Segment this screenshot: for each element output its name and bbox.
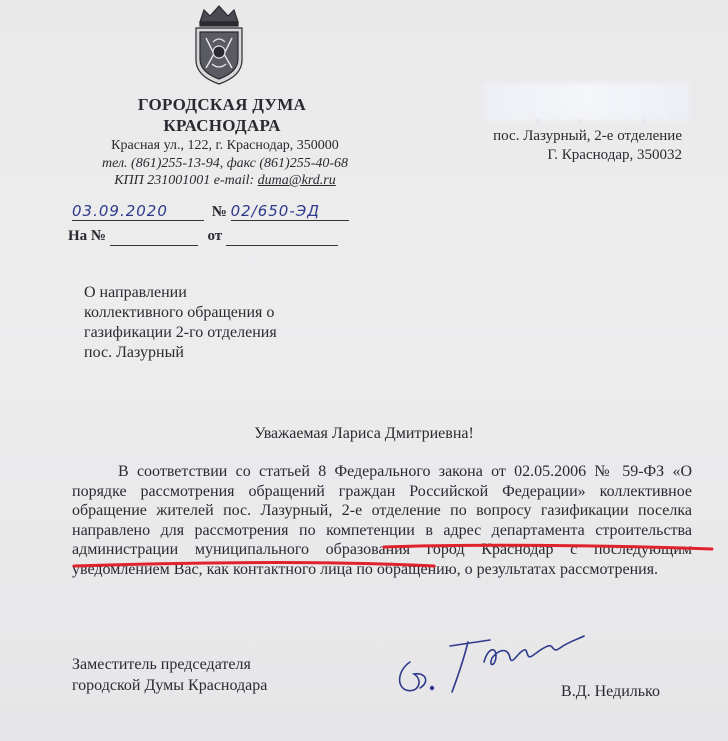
signatory-name: В.Д. Недилько (561, 683, 660, 700)
body-paragraph: В соответствии со статьей 8 Федерального закона от 02.05.2006 № 59-ФЗ «О порядке рассмотрения обращений граждан Российской Федерации» коллективное обращение жителей пос. Лазурный, 2-е отделение по вопросу газификации поселка направлено для рассмотрения по компетенции в адрес департамента строительства администрации муниципального образования город Краснодар с последующим уведомлением Вас, как контактного лица по обращению, о результатах рассмотрения. (72, 463, 692, 578)
signatory-title-line1: Заместитель председателя (72, 656, 251, 673)
subject-line: пос. Лазурный (84, 344, 184, 361)
organization-kpp-email (80, 172, 370, 189)
subject-line: О направлении (84, 284, 187, 301)
organization-address: Красная ул., 122, г. Краснодар, 350000 (111, 138, 339, 153)
number-label: № (211, 204, 227, 220)
na-blank (110, 228, 198, 246)
letter-body (72, 462, 692, 580)
organization-name-line2: КРАСНОДАРА (163, 116, 281, 135)
na-label: На № (68, 228, 106, 244)
recipient-city: Г. Краснодар, 350032 (547, 147, 682, 163)
coat-of-arms-icon (188, 2, 250, 88)
reference-line (68, 228, 338, 246)
registration-date-number (72, 202, 349, 221)
greeting: Уважаемая Лариса Дмитриевна! (254, 425, 474, 442)
kpp-label: КПП 231001001 e-mail: (114, 173, 258, 188)
ot-blank (226, 228, 338, 246)
organization-phones: тел. (861)255-13-94, факс (861)255-40-68 (101, 156, 349, 171)
email-link[interactable]: duma@krd.ru (257, 173, 336, 188)
letter-subject (84, 283, 384, 363)
signatory-title-line2: городской Думы Краснодара (72, 677, 268, 694)
redaction-blur (484, 83, 689, 121)
registration-number: 02/650-ЭД (231, 202, 349, 221)
ot-label: от (207, 228, 223, 244)
signatory-title (72, 654, 267, 696)
organization-name-line1: ГОРОДСКАЯ ДУМА (137, 95, 307, 114)
subject-line: газификации 2-го отделения (84, 324, 277, 341)
subject-line: коллективного обращения о (84, 304, 275, 321)
recipient-locality: пос. Лазурный, 2-е отделение (493, 128, 682, 144)
registration-date: 03.09.2020 (72, 202, 204, 221)
